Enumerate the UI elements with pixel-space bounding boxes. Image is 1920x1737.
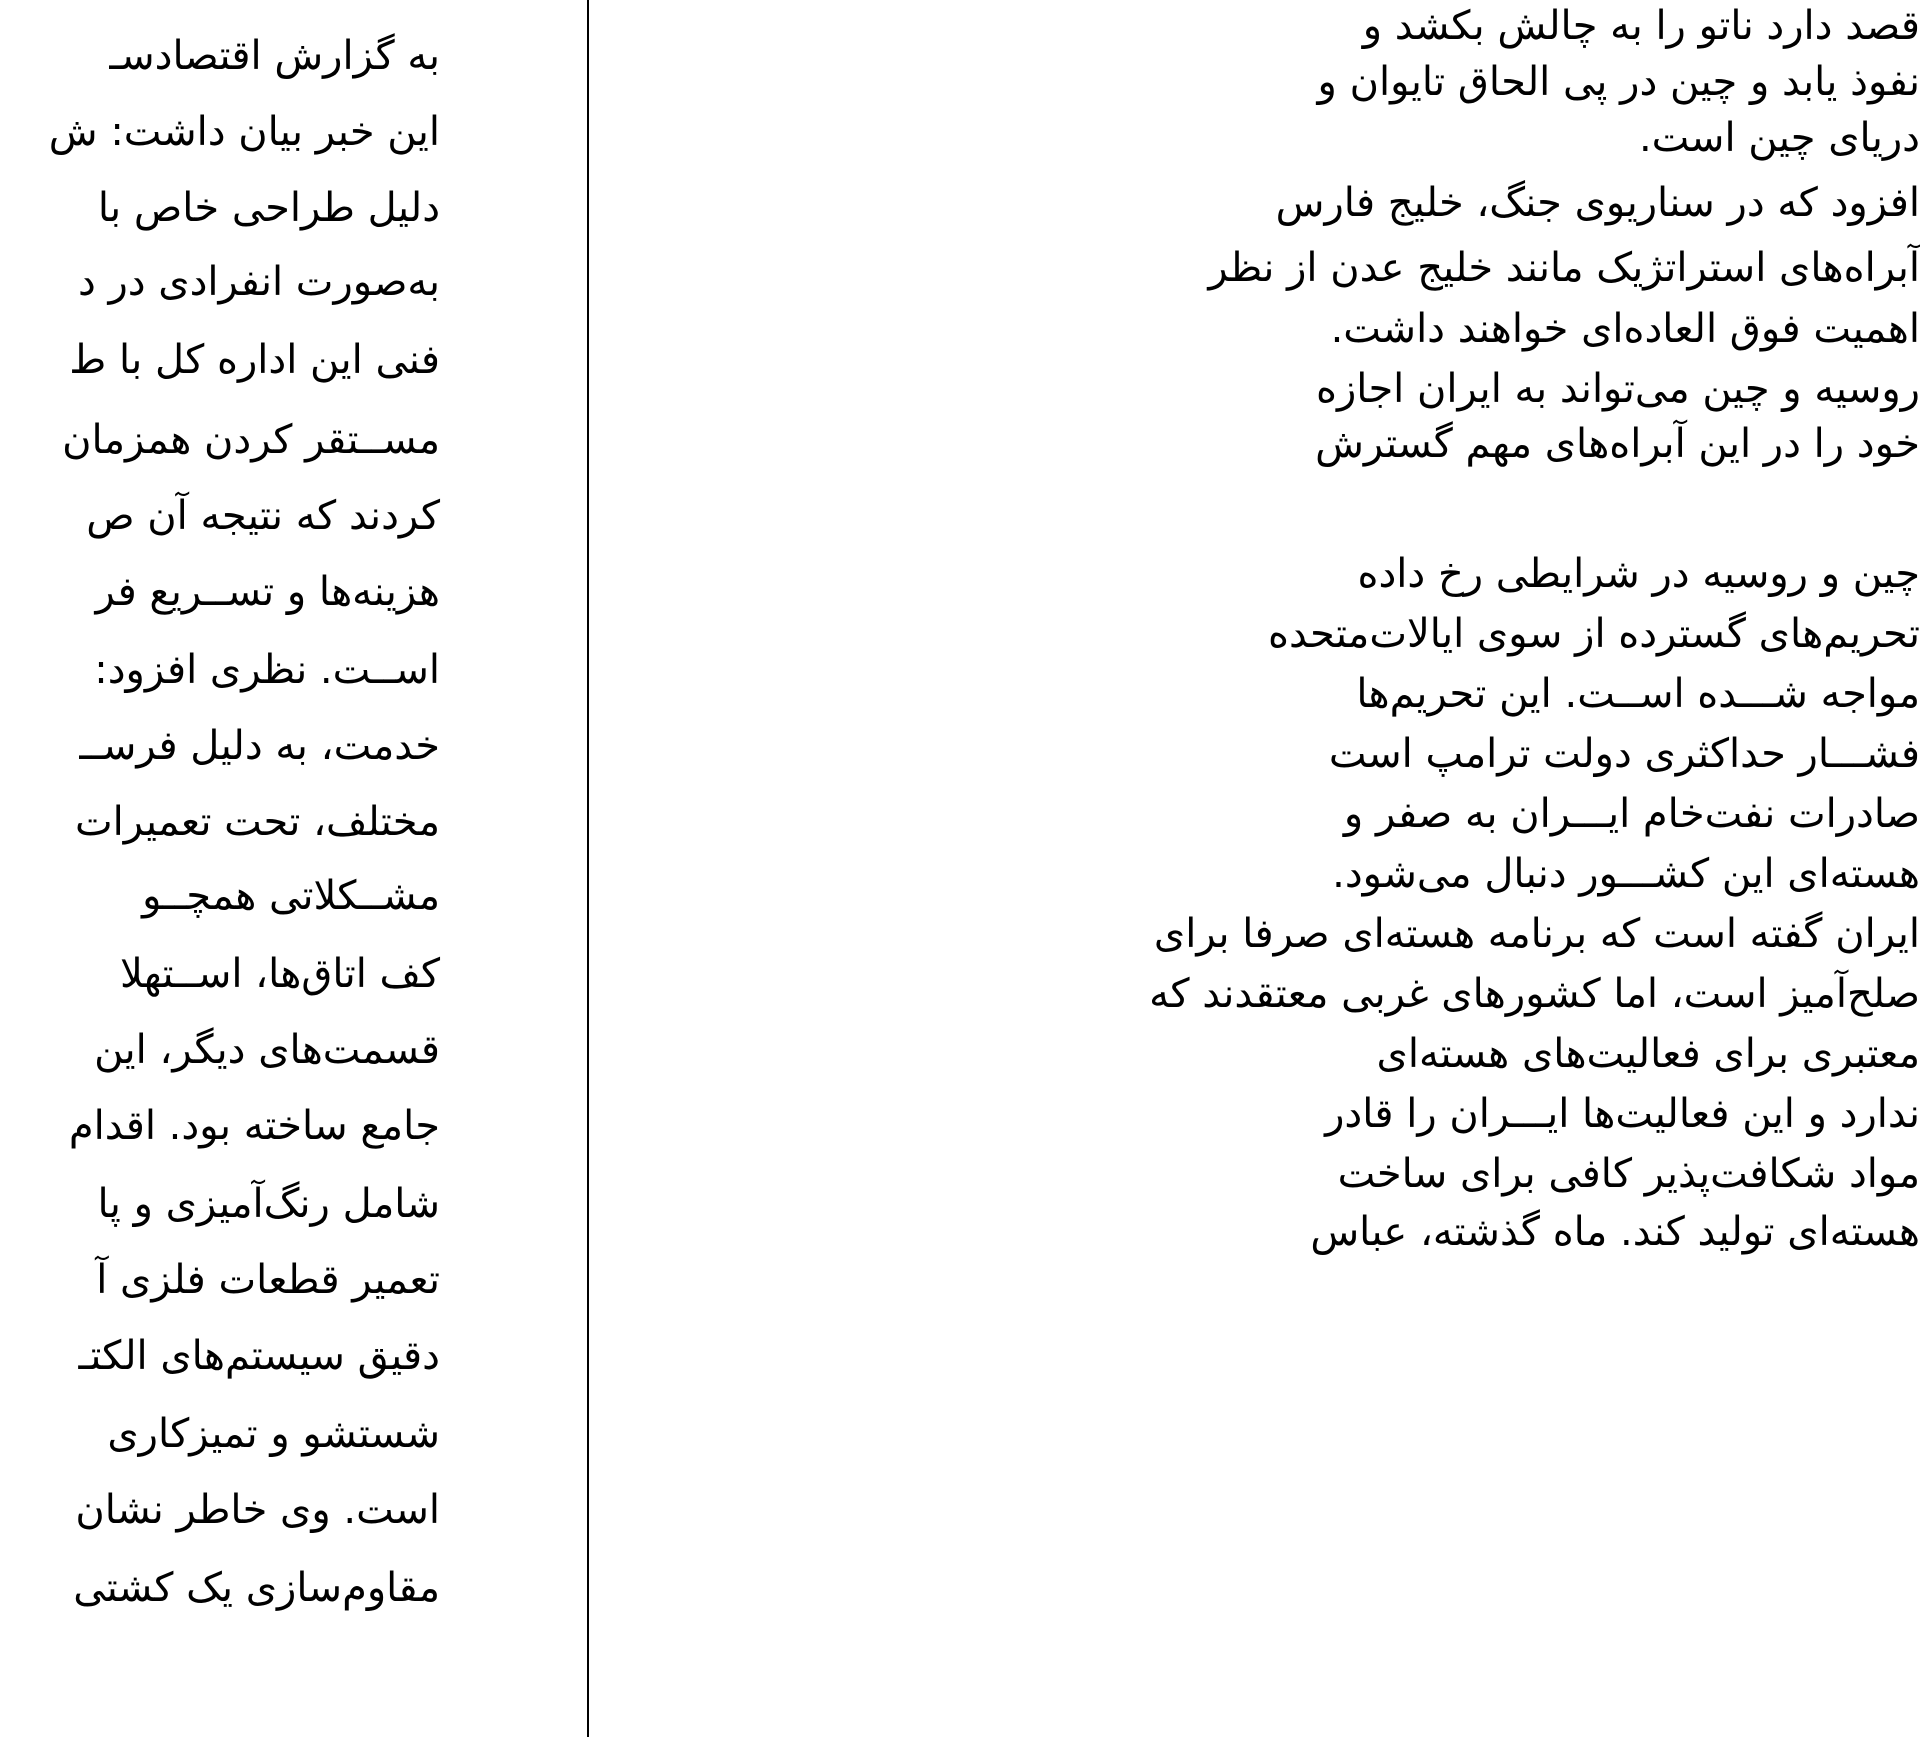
right-line-14: صادرات نفت‌خام ایـــران به صفر و	[1343, 791, 1920, 837]
right-line-5: آبراه‌های استراتژیک مانند خلیج عدن از نظر	[1208, 245, 1920, 291]
left-line-9: اســت. نظری افزود:	[94, 647, 440, 693]
right-line-1: قصد دارد ناتو را به چالش بکشد و	[1362, 3, 1920, 49]
right-line-3: دریای چین است.	[1638, 115, 1920, 161]
right-line-17: صلح‌آمیز است، اما کشورهای غربی معتقدند که	[1149, 971, 1920, 1017]
right-line-12: مواجه شـــده اســت. این تحریم‌ها	[1356, 671, 1920, 717]
right-line-21: هسته‌ای تولید کند. ماه گذشته، عباس	[1310, 1209, 1920, 1255]
left-line-16: شامل رنگ‌آمیزی و پا	[97, 1181, 440, 1227]
left-line-15: جامع ساخته بود. اقدام	[68, 1103, 440, 1149]
left-line-21: مقاوم‌سازی یک کشتی	[73, 1565, 440, 1611]
left-line-13: کف اتاق‌ها، اســتهلا	[120, 951, 440, 997]
right-line-16: ایران گفته است که برنامه هسته‌ای صرفا برای	[1153, 911, 1920, 957]
left-line-11: مختلف، تحت تعمیرات	[75, 799, 440, 845]
right-line-8: خود را در این آبراه‌های مهم گسترش	[1315, 421, 1920, 467]
right-line-19: ندارد و این فعالیت‌ها ایـــران را قادر	[1325, 1091, 1920, 1137]
right-line-10: چین و روسیه در شرایطی رخ داده	[1357, 551, 1920, 597]
left-line-2: این خبر بیان داشت: ش	[48, 109, 440, 155]
right-line-2: نفوذ یابد و چین در پی الحاق تایوان و	[1317, 59, 1920, 105]
right-line-7: روسیه و چین می‌تواند به ایران اجازه	[1315, 366, 1920, 412]
left-line-14: قسمت‌های دیگر، این	[94, 1027, 440, 1073]
right-line-13: فشـــار حداکثری دولت ترامپ است	[1328, 731, 1920, 777]
left-line-8: هزینه‌ها و تســریع فر	[95, 569, 440, 615]
left-line-10: خدمت، به دلیل فرســ	[79, 723, 440, 769]
right-line-4: افزود که در سناریوی جنگ، خلیج فارس	[1275, 180, 1920, 226]
left-line-3: دلیل طراحی خاص با	[97, 185, 440, 231]
right-text-column	[820, 0, 1920, 1737]
right-line-11: تحریم‌های گسترده از سوی ایالات‌متحده	[1268, 611, 1920, 657]
left-line-20: است. وی خاطر نشان	[75, 1487, 440, 1533]
left-line-5: فنی این اداره کل با ط	[69, 337, 440, 383]
right-line-15: هسته‌ای این کشـــور دنبال می‌شود.	[1332, 851, 1920, 897]
left-text-column	[0, 0, 440, 1737]
left-line-19: شستشو و تمیزکاری	[107, 1411, 440, 1457]
right-line-18: معتبری برای فعالیت‌های هسته‌ای	[1376, 1031, 1920, 1077]
left-line-4: به‌صورت انفرادی در د	[77, 259, 440, 305]
left-line-1: به گزارش اقتصادسـ	[109, 33, 440, 79]
left-line-12: مشــکلاتی همچــو	[142, 873, 440, 919]
left-line-18: دقیق سیستم‌های الکتـ	[78, 1333, 440, 1379]
right-line-20: مواد شکافت‌پذیر کافی برای ساخت	[1337, 1151, 1920, 1197]
right-line-6: اهمیت فوق العاده‌ای خواهند داشت.	[1330, 306, 1920, 352]
column-divider	[587, 0, 589, 1737]
left-line-17: تعمیر قطعات فلزی آ	[96, 1257, 440, 1303]
left-line-7: کردند که نتیجه آن ص	[86, 493, 440, 539]
left-line-6: مســتقر کردن همزمان	[62, 417, 440, 463]
